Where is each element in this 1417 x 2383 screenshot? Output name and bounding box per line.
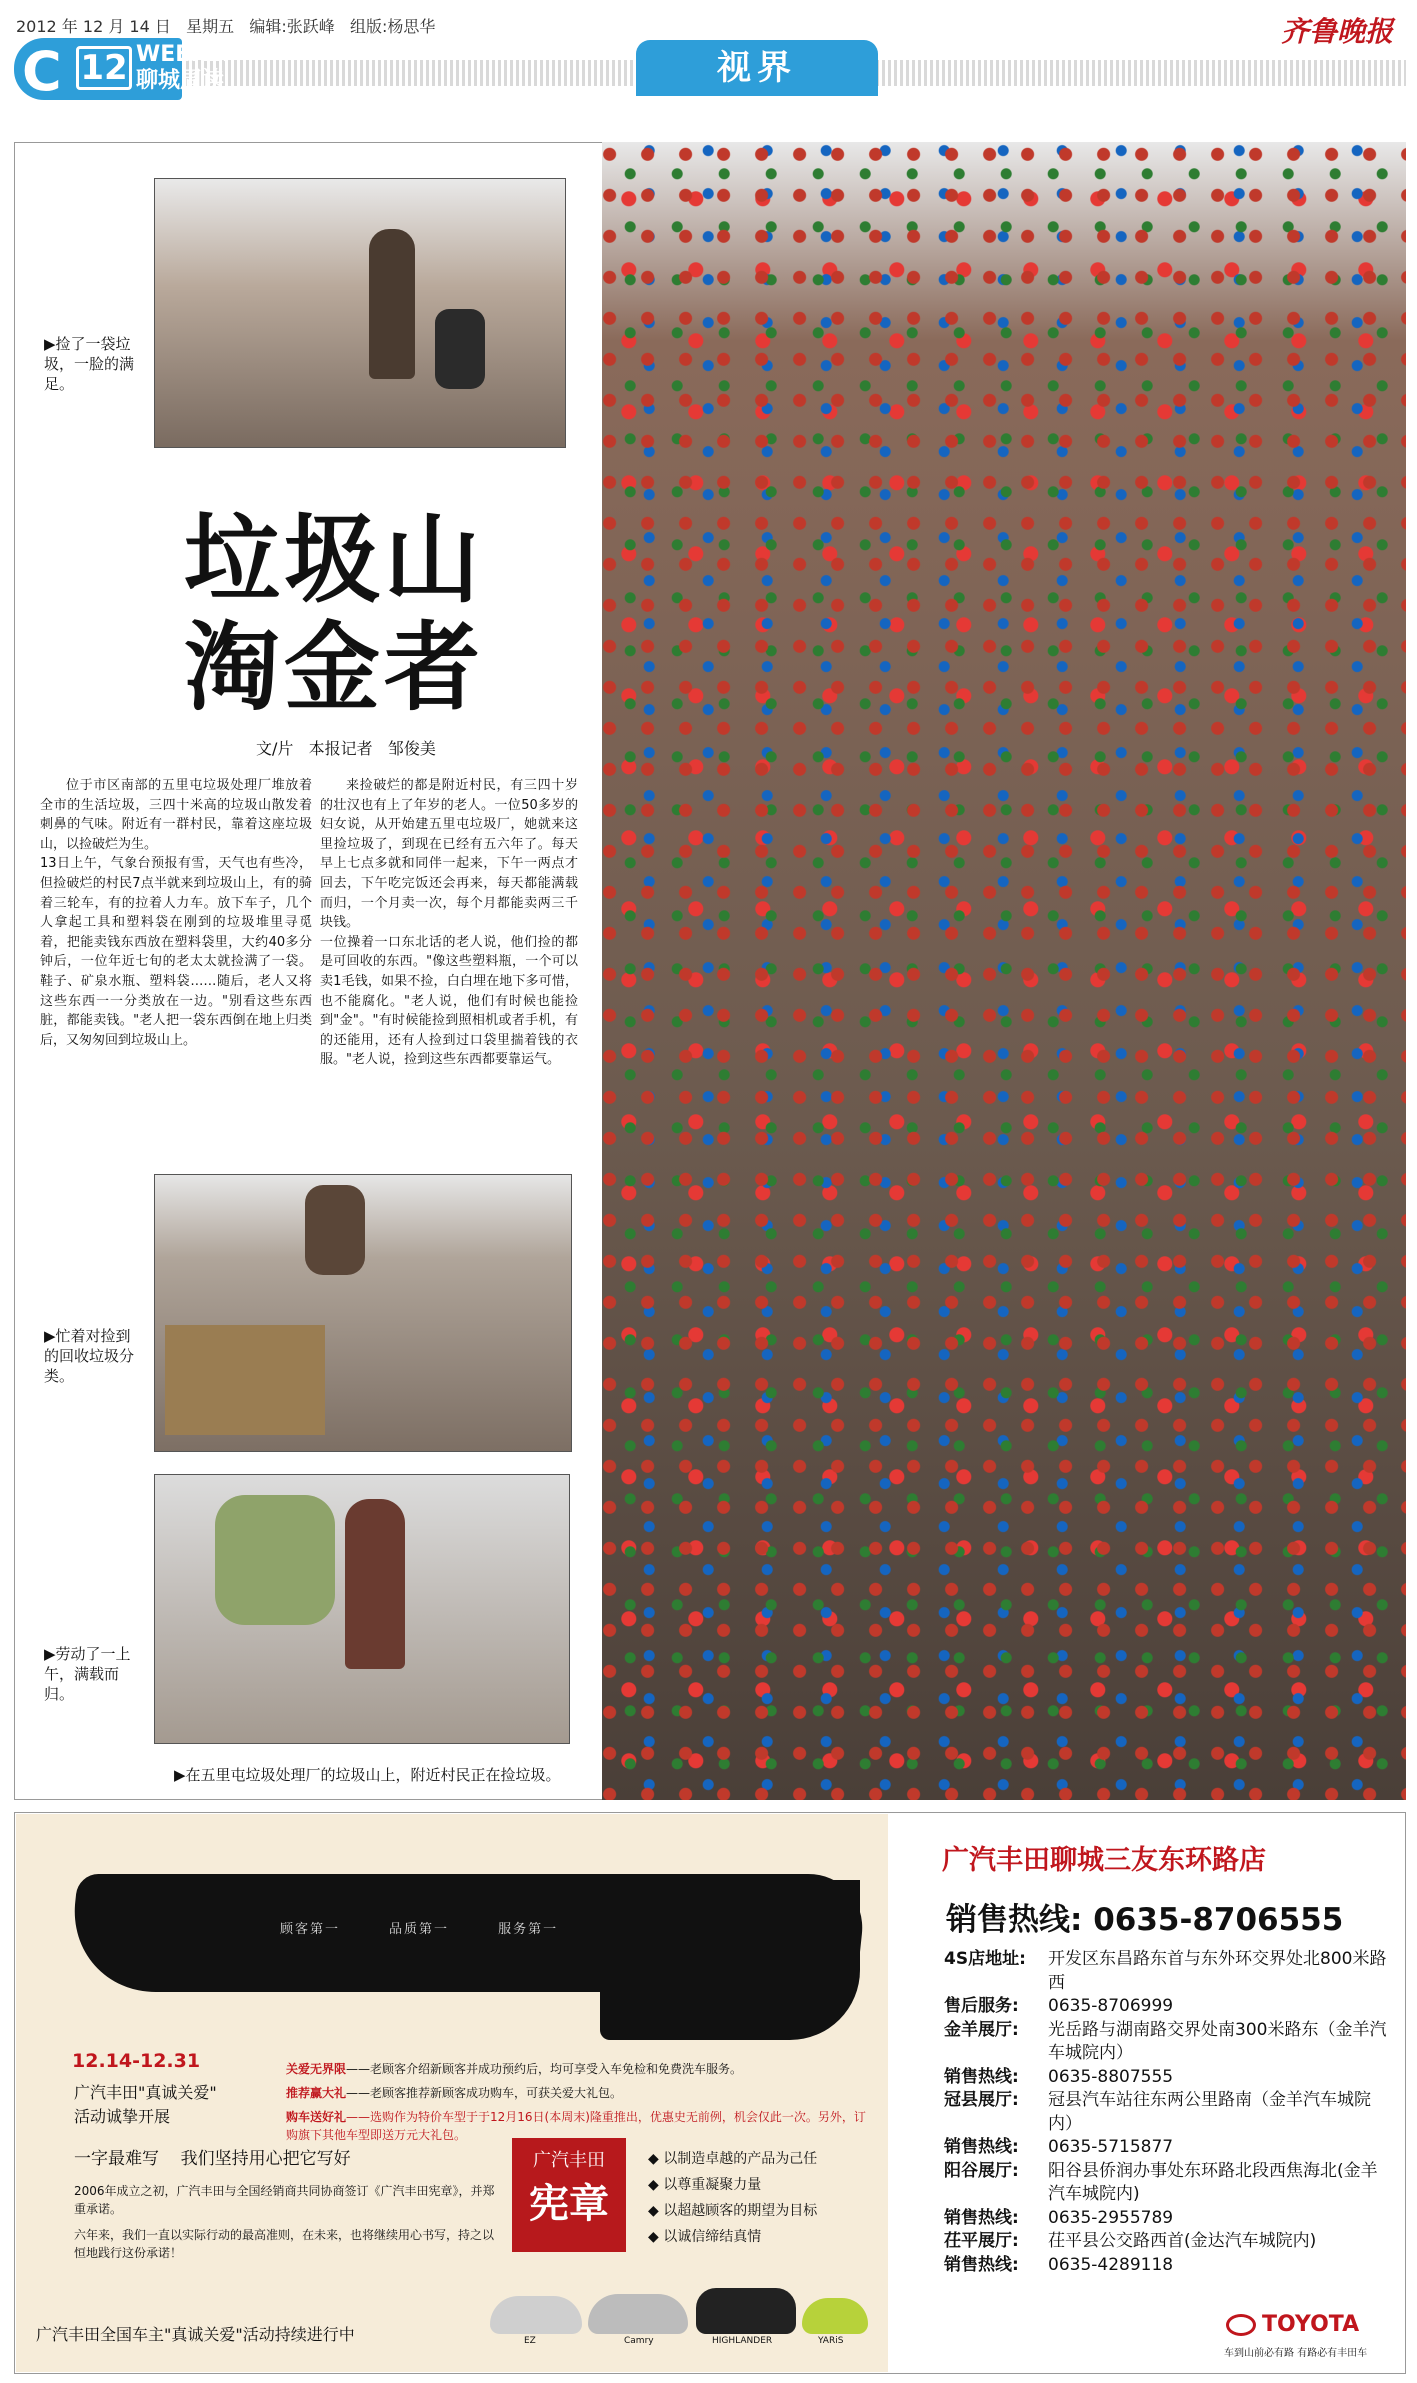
row-value: 0635-8807555 [1048,2066,1174,2087]
seal-line-2: 宪章 [529,2180,609,2227]
car-ez-label: EZ [524,2336,536,2346]
row-key: 阳谷展厅: [944,2160,1019,2181]
byline: 文/片 本报记者 邹俊美 [256,739,436,758]
ad-campaign-1: 广汽丰田"真诚关爱" [74,2083,217,2102]
car-ez [490,2296,582,2334]
row-key: 4S店地址: [944,1949,1026,1969]
photo-cart [154,1474,570,1744]
headline-line-1: 垃圾山 [184,503,484,616]
dealer-row [944,2136,1390,2160]
pledge-1: ◆ 以制造卓越的产品为己任 [648,2151,818,2167]
row-value: 开发区东昌路东首与东外环交界处北800米路西 [1048,1949,1387,1993]
ad-footer-line: 广汽丰田全国车主"真诚关爱"活动持续进行中 [36,2325,355,2344]
ad-offer-3-key: 购车送好礼 [286,2110,347,2124]
row-value: 光岳路与湖南路交界处南300米路东（金羊汽车城院内） [1048,2019,1387,2063]
photo-sorting [154,1174,572,1452]
dealer-row [944,2207,1390,2231]
pledge-2: ◆ 以尊重凝聚力量 [648,2177,762,2193]
headline-line-2: 淘金者 [184,611,484,724]
car-highlander [696,2288,796,2334]
row-value: 冠县汽车站往东两公里路南（金羊汽车城院内） [1048,2090,1371,2134]
ad-offer-1-text: ——老顾客介绍新顾客并成功预约后，均可享受入车免检和免费洗车服务。 [346,2062,743,2076]
row-value: 茌平县公交路西首(金达汽车城院内) [1048,2231,1317,2251]
car-highlander-label: HIGHLANDER [712,2336,773,2346]
weekly-label: WEEKLY [136,42,234,67]
ad-offer-2-text: ——老顾客推荐新顾客成功购车，可获关爱大礼包。 [346,2086,623,2100]
date-line: 2012 年 12 月 14 日 星期五 编辑:张跃峰 组版:杨思华 [16,17,436,36]
caption-2: ▶忙着对捡到的回收垃圾分类。 [44,1327,135,1385]
toyota-wordmark: TOYOTA [1262,2312,1360,2337]
section-tab: 视界 [636,40,878,96]
brush-slogan: 顾客第一 品质第一 服务第一 [280,1922,559,1937]
page-number: 12 [76,46,132,90]
row-key: 冠县展厅: [944,2090,1019,2110]
car-lineup [484,2282,874,2346]
dealer-row [944,2230,1390,2254]
row-key: 销售热线: [944,2066,1019,2087]
weekly-cn-label: 聊城周读 [136,68,225,93]
caption-3: ▶劳动了一上午，满载而归。 [44,1645,131,1703]
caption-1: ▶捡了一袋垃圾，一脸的满足。 [44,335,135,393]
photo-woman-bag [154,178,566,448]
pledge-4: ◆ 以诚信缔结真情 [648,2229,762,2245]
page-letter: C [22,40,62,103]
brush-stroke-tail [600,1880,860,2040]
car-camry-label: Camry [624,2336,654,2346]
main-photo-caption: ▶在五里屯垃圾处理厂的垃圾山上，附近村民正在捡垃圾。 [174,1766,561,1784]
row-key: 销售热线: [944,2137,1019,2157]
dealer-row [944,2254,1390,2278]
charter-seal [512,2138,626,2252]
ad-offer-1 [286,2060,846,2078]
ad-offer-2 [286,2084,846,2102]
dealer-row [944,2089,1390,2136]
article-column-2: 来捡破烂的都是附近村民，有三四十岁的壮汉也有上了年岁的老人。一位50多岁的妇女说，从开始建五里屯垃圾厂，她就来这里捡垃圾了，到现在已经有五六年了。每天早上七点多就和同伴一起来，下午一两点才回去，下午吃完饭还会再来，每天都能满载而归，一个月卖一次，每个月都能卖两三千块钱。 一位操着一口东北话的老人说，他们捡的都是可回收的东西。"像这些塑料瓶，一个可以卖1毛钱，如果不捡，白白埋在地下多可惜，也不能腐化。"老人说，他们有时候也能捡到"金"。"有时候能捡到照相机或者手机，有的还能用，还有人捡到过口袋里揣着钱的衣服。"老人说，捡到这些东西都要靠运气。 [320,778,578,1068]
dealer-row [944,1995,1390,2019]
ad-para-1: 2006年成立之初，广汽丰田与全国经销商共同协商签订《广汽丰田宪章》，并郑重承诺。 [74,2184,495,2216]
row-value: 0635-5715877 [1048,2137,1174,2157]
toyota-logo-icon [1226,2314,1256,2336]
row-key: 销售热线: [944,2207,1019,2228]
pledge-3: ◆ 以超越顾客的期望为目标 [648,2203,818,2219]
car-yaris-label: YARiS [818,2336,844,2346]
row-key: 金羊展厅: [944,2019,1019,2040]
dealer-info-list [944,1948,1390,2277]
row-key: 销售热线: [944,2254,1019,2275]
dealer-row [944,1948,1390,1995]
row-value: 0635-2955789 [1048,2207,1174,2228]
dealer-row [944,2160,1390,2207]
row-value: 0635-4289118 [1048,2254,1174,2275]
row-value: 0635-8706999 [1048,1996,1174,2016]
toyota-tagline: 车到山前必有路 有路必有丰田车 [1224,2348,1368,2359]
dealer-name: 广汽丰田聊城三友东环路店 [942,1845,1266,1876]
dealer-row [944,2066,1390,2090]
car-yaris [802,2298,868,2334]
ad-offer-1-key: 关爱无界限 [286,2062,347,2076]
ad-offer-3-text: ——选购作为特价车型于于12月16日(本周末)隆重推出，优惠史无前例，机会仅此一次。另外，订购旗下其他车型即送万元大礼包。 [286,2110,866,2142]
dealer-hotline: 销售热线: 0635-8706555 [946,1902,1344,1938]
ad-offer-2-key: 推荐赢大礼 [286,2086,347,2100]
newspaper-brand: 齐鲁晚报 [1280,15,1393,48]
seal-line-1: 广汽丰田 [533,2150,605,2171]
ad-date-range: 12.14-12.31 [72,2050,201,2072]
garbage-mountain-photo [602,142,1406,1800]
car-camry [588,2294,688,2334]
ad-slogan: 一字最难写 我们坚持用心把它写好 [74,2149,351,2169]
ad-campaign-2: 活动诚挚开展 [74,2107,171,2126]
article-column-1: 位于市区南部的五里屯垃圾处理厂堆放着全市的生活垃圾，三四十米高的垃圾山散发着刺鼻的气味。附近有一群村民，靠着这座垃圾山，以捡破烂为生。 13日上午，气象台预报有雪，天气也有些冷，但捡破烂的村民7点半就来到垃圾山上，有的骑着三轮车，有的拉着人力车。放下车子，几个人拿起工具和塑料袋在刚到的垃圾堆里寻觅着，把能卖钱东西放在塑料袋里，大约40多分钟后，一位年近七旬的老太太就捡满了一袋。鞋子、矿泉水瓶、塑料袋……随后，老人又将这些东西一一分类放在一边。"别看这些东西脏，都能卖钱。"老人把一袋东西倒在地上归类后，又匆匆回到垃圾山上。 [40,778,312,1048]
dealer-row [944,2019,1390,2066]
ad-para-2: 六年来，我们一直以实际行动的最高准则，在未来，也将继续用心书写，持之以恒地践行这份承诺！ [74,2228,495,2260]
row-key: 茌平展厅: [944,2231,1019,2251]
row-key: 售后服务: [944,1996,1019,2016]
row-value: 阳谷县侨润办事处东环路北段西焦海北(金羊汽车城院内) [1048,2160,1378,2204]
